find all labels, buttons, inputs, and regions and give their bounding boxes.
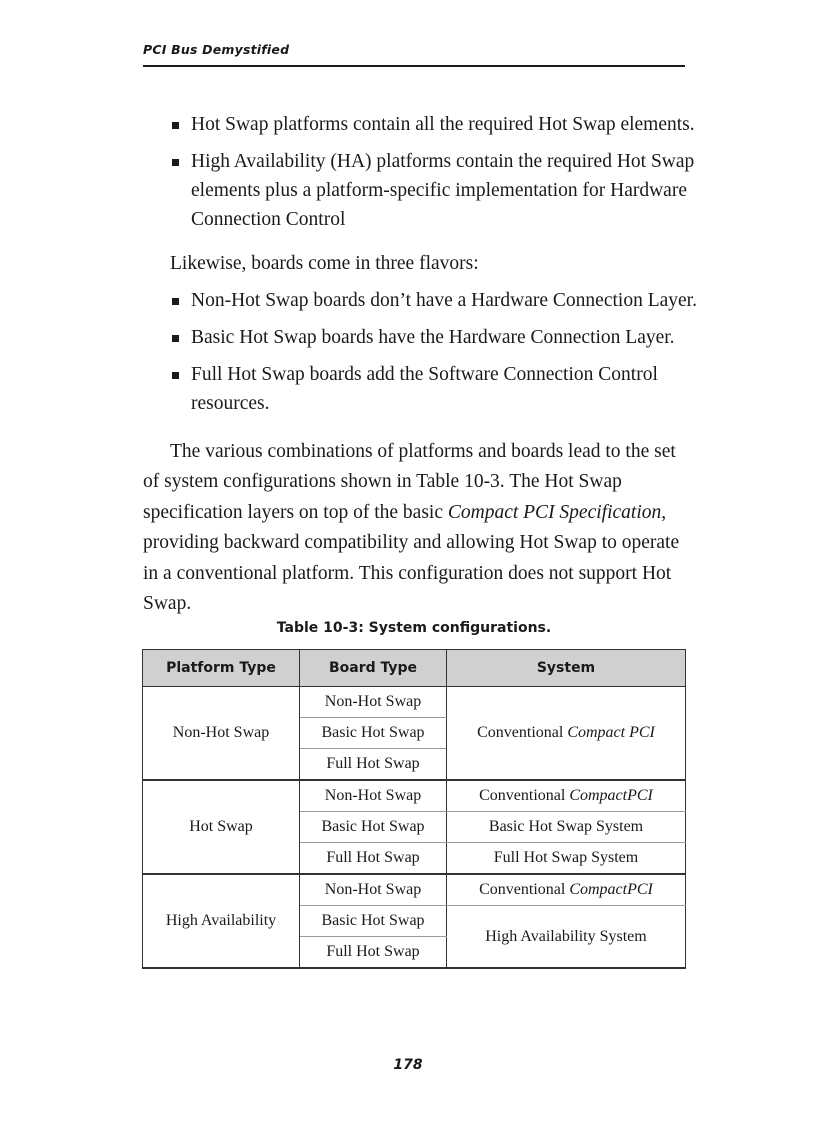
board-cell: Full Hot Swap (300, 843, 447, 875)
list-item: Hot Swap platforms contain all the required Hot Swap elements. (170, 110, 710, 139)
list-item: Non-Hot Swap boards don’t have a Hardware Connection Layer. (170, 286, 710, 315)
table-row (143, 780, 686, 812)
spec-title: Compact PCI Specification (447, 501, 662, 523)
body-text-part1: The various combinations of platforms and boards lead to the set of system configurations shown in Table 10-3. The Hot Swap specification layers on top of the basic (143, 441, 676, 523)
header-system: System (447, 650, 686, 687)
header-platform-type: Platform Type (143, 650, 300, 687)
boards-intro: Likewise, boards come in three flavors: (170, 253, 479, 274)
board-cell: Full Hot Swap (300, 937, 447, 969)
system-config-table (142, 649, 686, 969)
list-item: High Availability (HA) platforms contain the required Hot Swap elements plus a platform-specific implementation for Hardware Connection Control (170, 147, 710, 234)
board-cell: Basic Hot Swap (300, 906, 447, 937)
table-row (143, 874, 686, 906)
system-cell (447, 687, 686, 781)
system-prefix: Conventional (477, 724, 568, 741)
board-bullet-list (170, 286, 710, 426)
running-head (143, 41, 685, 67)
page-number: 178 (393, 1057, 423, 1073)
board-cell: Basic Hot Swap (300, 718, 447, 749)
system-cell: Full Hot Swap System (447, 843, 686, 875)
system-italic: Compact PCI (567, 724, 655, 741)
system-cell (447, 874, 686, 906)
board-cell: Basic Hot Swap (300, 812, 447, 843)
board-cell: Non-Hot Swap (300, 780, 447, 812)
body-text-part2: , providing backward compatibility and allowing Hot Swap to operate in a conventional platform. This configuration does not support Hot Swap. (143, 501, 680, 615)
system-cell: Basic Hot Swap System (447, 812, 686, 843)
system-prefix: Conventional (479, 787, 570, 804)
header-board-type: Board Type (300, 650, 447, 687)
list-item: Basic Hot Swap boards have the Hardware Connection Layer. (170, 323, 710, 352)
system-italic: CompactPCI (569, 787, 653, 804)
system-prefix: Conventional (479, 881, 570, 898)
table-row (143, 687, 686, 718)
board-cell: Non-Hot Swap (300, 874, 447, 906)
table-header-row (143, 650, 686, 687)
table-caption: Table 10-3: System configurations. (276, 620, 552, 636)
system-cell (447, 780, 686, 812)
platform-cell: Non-Hot Swap (143, 687, 300, 781)
platform-bullet-list (170, 110, 710, 242)
running-title: PCI Bus Demystified (143, 42, 290, 57)
body-paragraph (143, 437, 688, 619)
system-italic: CompactPCI (569, 881, 653, 898)
platform-cell: High Availability (143, 874, 300, 968)
board-cell: Non-Hot Swap (300, 687, 447, 718)
list-item: Full Hot Swap boards add the Software Connection Control resources. (170, 360, 710, 418)
system-cell: High Availability System (447, 906, 686, 969)
platform-cell: Hot Swap (143, 780, 300, 874)
board-cell: Full Hot Swap (300, 749, 447, 781)
